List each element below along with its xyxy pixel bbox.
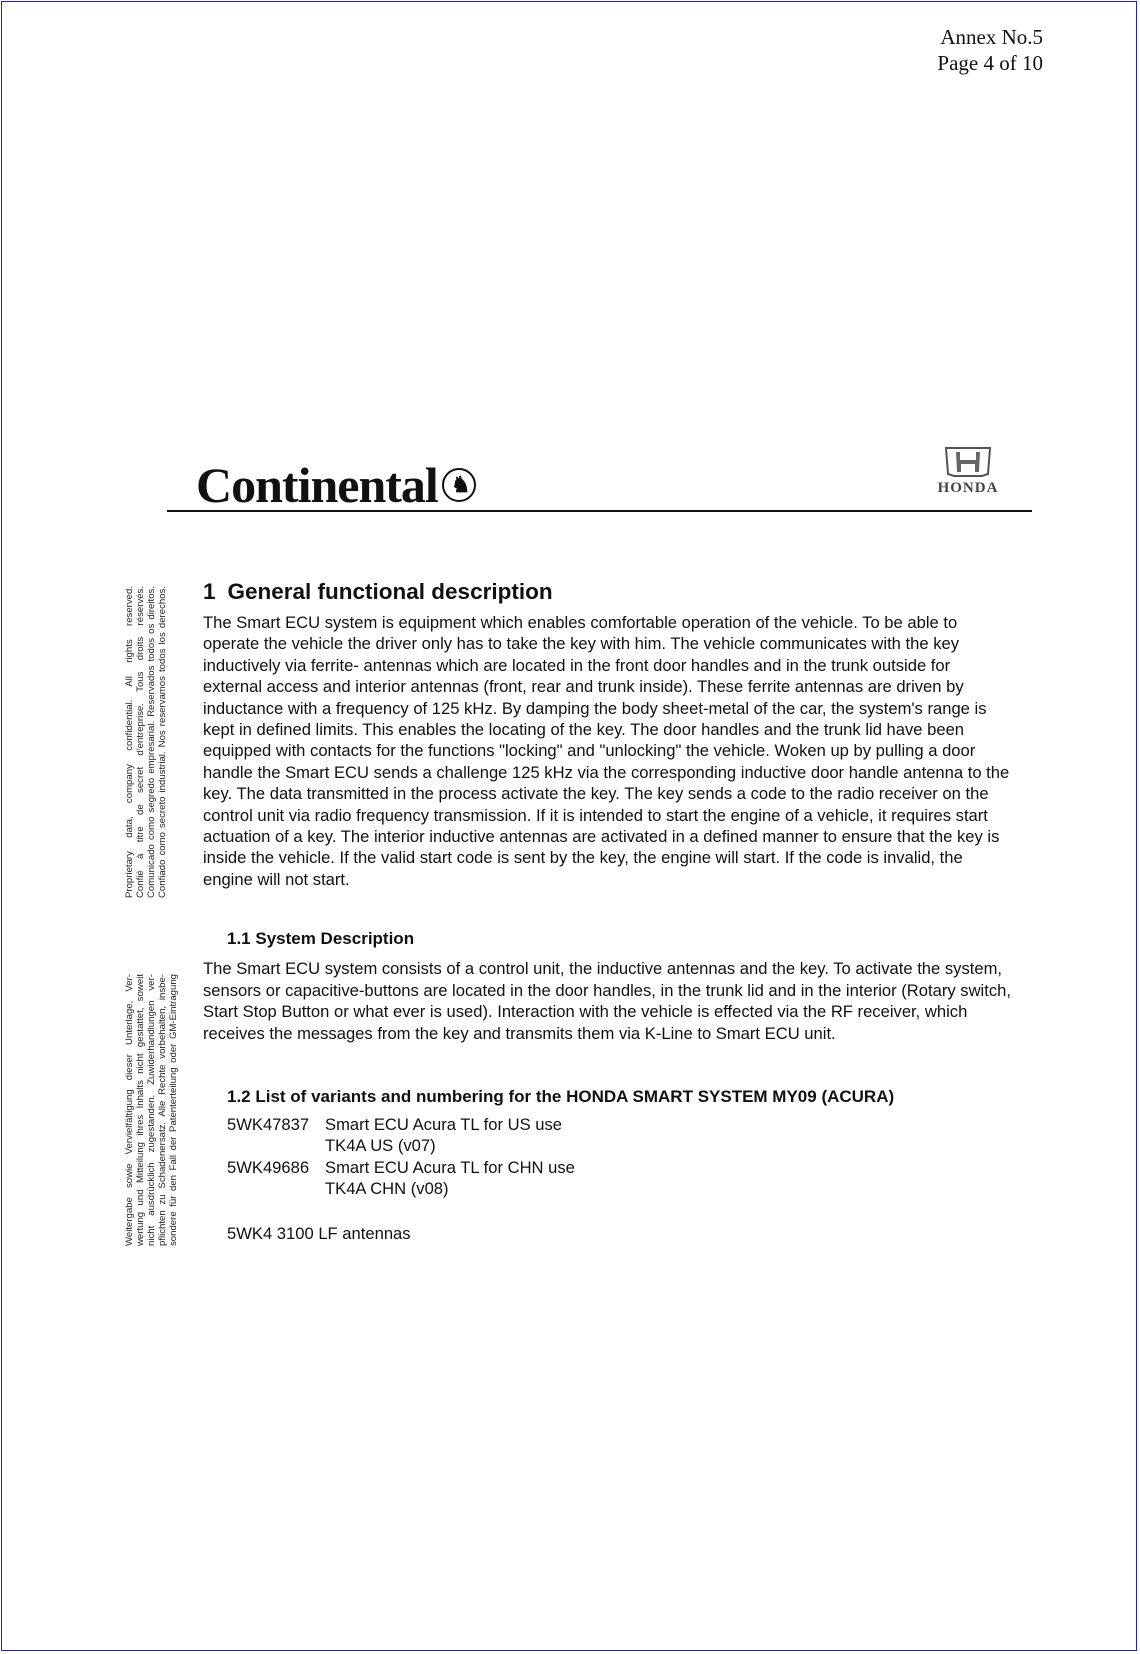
notice-line: Confié à titre de secret d'entreprise. Tous droits réservés.: [135, 586, 146, 898]
section-1-1-heading: 1.1 System Description: [227, 929, 415, 949]
document-body: [203, 578, 1013, 1244]
section-number: 1: [203, 579, 216, 604]
honda-h-icon: [942, 446, 994, 478]
section-title: General functional description: [227, 579, 553, 604]
section-1-1-paragraph: The Smart ECU system consists of a control unit, the inductive antennas and the key. To activate the system, sensors or capacitive-buttons are located in the door handles, in the trunk lid and in the interior (Rotary switch, Start Stop Button or what ever is used). Interaction with the vehicle is effected via the RF receiver, which receives the messages from the key and transmits them via K-Line to Smart ECU unit.: [203, 959, 1011, 1043]
notice-line: wertung und Mitteilung ihres Inhalts nicht gestattet, soweit: [135, 974, 146, 1246]
section-1-paragraph: The Smart ECU system is equipment which enables comfortable operation of the vehicle. To be able to operate the vehicle the driver only has to take the key with him. The vehicle communicates with the key inductively via ferrite- antennas which are located in the front door handles and in the trunk outside for external access and interior antennas (front, rear and trunk inside). These ferrite antennas are driven by inductance with a frequency of 125 kHz. By damping the body sheet-metal of the car, the system's range is kept in defined limits. This enables the locating of the key. The door handles and the trunk lid have been equipped with contacts for the functions "locking" and "unlocking" the vehicle. Woken up by pulling a door handle the Smart ECU sends a challenge 125 kHz via the corresponding inductive door handle antenna to the key. The data transmitted in the process activate the key. The key sends a code to the radio receiver on the control unit via radio frequency transmission. If it is intended to start the engine of a vehicle, it requires start actuation of a key. The interior inductive antennas are activated in a defined manner to ensure that the key is inside the vehicle. If the valid start code is sent by the key, the engine will start. If the code is invalid, the engine will not start.: [203, 613, 1010, 889]
copyright-notice: [124, 974, 179, 1246]
notice-line: Proprietary data, company confidential. All rights reserved.: [124, 586, 135, 898]
section-1-heading: [203, 578, 1013, 606]
notice-line: Comunicado como segredo empresarial. Reservados todos os direitos.: [146, 586, 157, 898]
variant-code: 5WK47837: [227, 1114, 310, 1134]
honda-logo: [920, 446, 1016, 496]
variant-list: [227, 1114, 1013, 1200]
notice-line: sondere für den Fall der Patenterteilung oder GM-Eintragung: [168, 974, 179, 1246]
variant-subcode: TK4A CHN (v08): [325, 1179, 449, 1199]
honda-logo-text: HONDA: [937, 480, 999, 496]
header-rule: [167, 510, 1032, 512]
variant-row: [227, 1114, 1013, 1135]
notice-line: pflichten zu Schadenersatz. Alle Rechte vorbehalten, insbe-: [157, 974, 168, 1246]
variant-description: Smart ECU Acura TL for CHN use: [325, 1157, 575, 1177]
continental-horse-icon: [442, 468, 476, 502]
notice-line: Confiado como secreto industrial. Nos reservamos todos los derechos.: [157, 586, 168, 898]
annex-header: [937, 24, 1043, 76]
section-1-2-heading: 1.2 List of variants and numbering for the HONDA SMART SYSTEM MY09 (ACURA): [227, 1086, 895, 1106]
antennas-line: 5WK4 3100 LF antennas: [227, 1223, 411, 1243]
notice-line: nicht ausdrücklich zugestanden. Zuwiderhandlungen ver-: [146, 974, 157, 1246]
continental-logo: [196, 457, 476, 513]
page-number: Page 4 of 10: [937, 51, 1043, 75]
variant-code: 5WK49686: [227, 1157, 310, 1177]
variant-row: [227, 1157, 1013, 1178]
confidentiality-notice: [124, 586, 168, 898]
continental-logo-text: Continental: [196, 457, 438, 513]
annex-label: Annex No.5: [940, 25, 1043, 49]
notice-line: Weitergabe sowie Vervielfältigung dieser Unterlage, Ver-: [124, 974, 135, 1246]
variant-subcode: TK4A US (v07): [325, 1136, 436, 1156]
variant-description: Smart ECU Acura TL for US use: [325, 1114, 563, 1134]
